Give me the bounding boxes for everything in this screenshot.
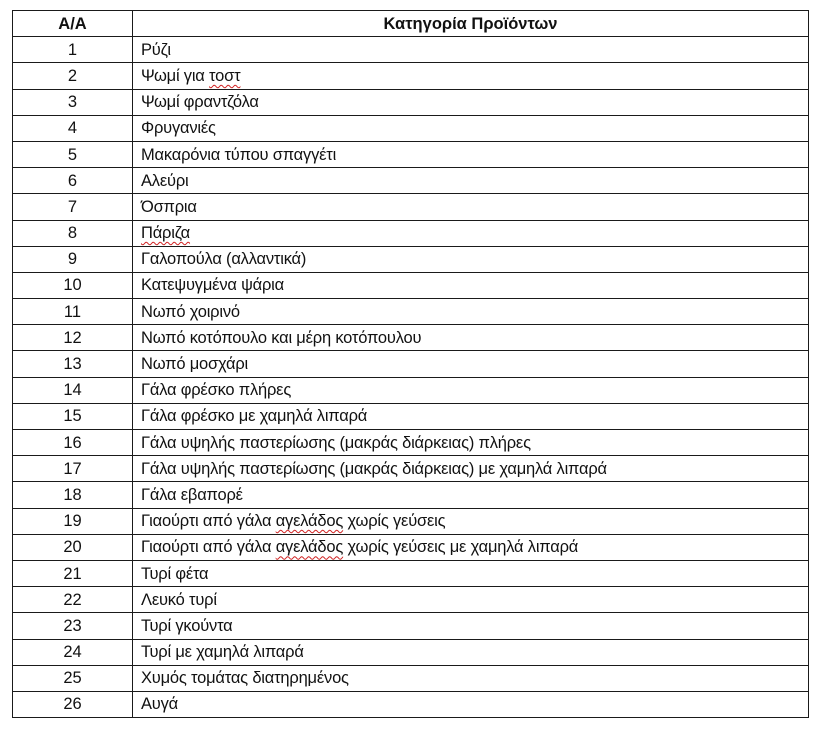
row-number: 9 — [13, 246, 133, 272]
row-number: 1 — [13, 37, 133, 63]
row-number: 2 — [13, 63, 133, 89]
row-category: Νωπό μοσχάρι — [133, 351, 809, 377]
row-number: 18 — [13, 482, 133, 508]
row-number: 20 — [13, 534, 133, 560]
table-row — [13, 613, 809, 639]
table-row — [13, 194, 809, 220]
table-row — [13, 534, 809, 560]
table-row — [13, 272, 809, 298]
table-row — [13, 351, 809, 377]
spellcheck-underline: αγελάδος — [275, 538, 344, 557]
row-number: 4 — [13, 115, 133, 141]
table-row — [13, 508, 809, 534]
table-row — [13, 299, 809, 325]
row-number: 24 — [13, 639, 133, 665]
table-row — [13, 430, 809, 456]
row-category — [133, 220, 809, 246]
table-row — [13, 246, 809, 272]
row-category: Ψωμί φραντζόλα — [133, 89, 809, 115]
row-category: Φρυγανιές — [133, 115, 809, 141]
table-row — [13, 37, 809, 63]
table-row — [13, 639, 809, 665]
table-row — [13, 89, 809, 115]
row-number: 26 — [13, 691, 133, 717]
table-row — [13, 560, 809, 586]
table-row — [13, 115, 809, 141]
table-row — [13, 691, 809, 717]
row-category: Γάλα φρέσκο με χαμηλά λιπαρά — [133, 403, 809, 429]
table-row — [13, 63, 809, 89]
row-category: Γάλα υψηλής παστερίωσης (μακράς διάρκειας) με χαμηλά λιπαρά — [133, 456, 809, 482]
row-category: Γαλοπούλα (αλλαντικά) — [133, 246, 809, 272]
row-category: Νωπό κοτόπουλο και μέρη κοτόπουλου — [133, 325, 809, 351]
row-number: 22 — [13, 587, 133, 613]
row-number: 6 — [13, 168, 133, 194]
row-number: 21 — [13, 560, 133, 586]
table-row — [13, 456, 809, 482]
table-row — [13, 220, 809, 246]
row-category: Γάλα φρέσκο πλήρες — [133, 377, 809, 403]
table-row — [13, 403, 809, 429]
row-category: Νωπό χοιρινό — [133, 299, 809, 325]
row-category: Γιαούρτι από γάλα αγελάδος χωρίς γεύσεις με χαμηλά λιπαρά — [133, 534, 809, 560]
table-header-row — [13, 11, 809, 37]
row-category: Γάλα εβαπορέ — [133, 482, 809, 508]
row-category: Ρύζι — [133, 37, 809, 63]
row-number: 15 — [13, 403, 133, 429]
row-category: Αλεύρι — [133, 168, 809, 194]
row-number: 3 — [13, 89, 133, 115]
row-category: Γάλα υψηλής παστερίωσης (μακράς διάρκειας) πλήρες — [133, 430, 809, 456]
row-category: Τυρί φέτα — [133, 560, 809, 586]
row-number: 10 — [13, 272, 133, 298]
row-category: Τυρί με χαμηλά λιπαρά — [133, 639, 809, 665]
row-category: Αυγά — [133, 691, 809, 717]
table-row — [13, 168, 809, 194]
row-category: Κατεψυγμένα ψάρια — [133, 272, 809, 298]
row-number: 25 — [13, 665, 133, 691]
row-category: Τυρί γκούντα — [133, 613, 809, 639]
table-row — [13, 587, 809, 613]
row-category: Μακαρόνια τύπου σπαγγέτι — [133, 141, 809, 167]
row-category: Γιαούρτι από γάλα αγελάδος χωρίς γεύσεις — [133, 508, 809, 534]
row-number: 12 — [13, 325, 133, 351]
table-row — [13, 482, 809, 508]
row-number: 11 — [13, 299, 133, 325]
spellcheck-underline: τοστ — [209, 66, 241, 85]
table-row — [13, 325, 809, 351]
spellcheck-underline: Πάριζα — [141, 224, 191, 243]
table-body — [13, 37, 809, 718]
row-category: Ψωμί για τοστ — [133, 63, 809, 89]
row-number: 17 — [13, 456, 133, 482]
table-row — [13, 141, 809, 167]
header-category: Κατηγορία Προϊόντων — [133, 11, 809, 37]
row-number: 7 — [13, 194, 133, 220]
row-category: Λευκό τυρί — [133, 587, 809, 613]
row-category: Χυμός τομάτας διατηρημένος — [133, 665, 809, 691]
row-number: 19 — [13, 508, 133, 534]
row-category: Όσπρια — [133, 194, 809, 220]
row-number: 13 — [13, 351, 133, 377]
table-row — [13, 377, 809, 403]
header-number: Α/Α — [13, 11, 133, 37]
row-number: 23 — [13, 613, 133, 639]
spellcheck-underline: αγελάδος — [275, 512, 344, 531]
product-category-table — [12, 10, 809, 718]
row-number: 14 — [13, 377, 133, 403]
row-number: 8 — [13, 220, 133, 246]
table-row — [13, 665, 809, 691]
row-number: 5 — [13, 141, 133, 167]
row-number: 16 — [13, 430, 133, 456]
